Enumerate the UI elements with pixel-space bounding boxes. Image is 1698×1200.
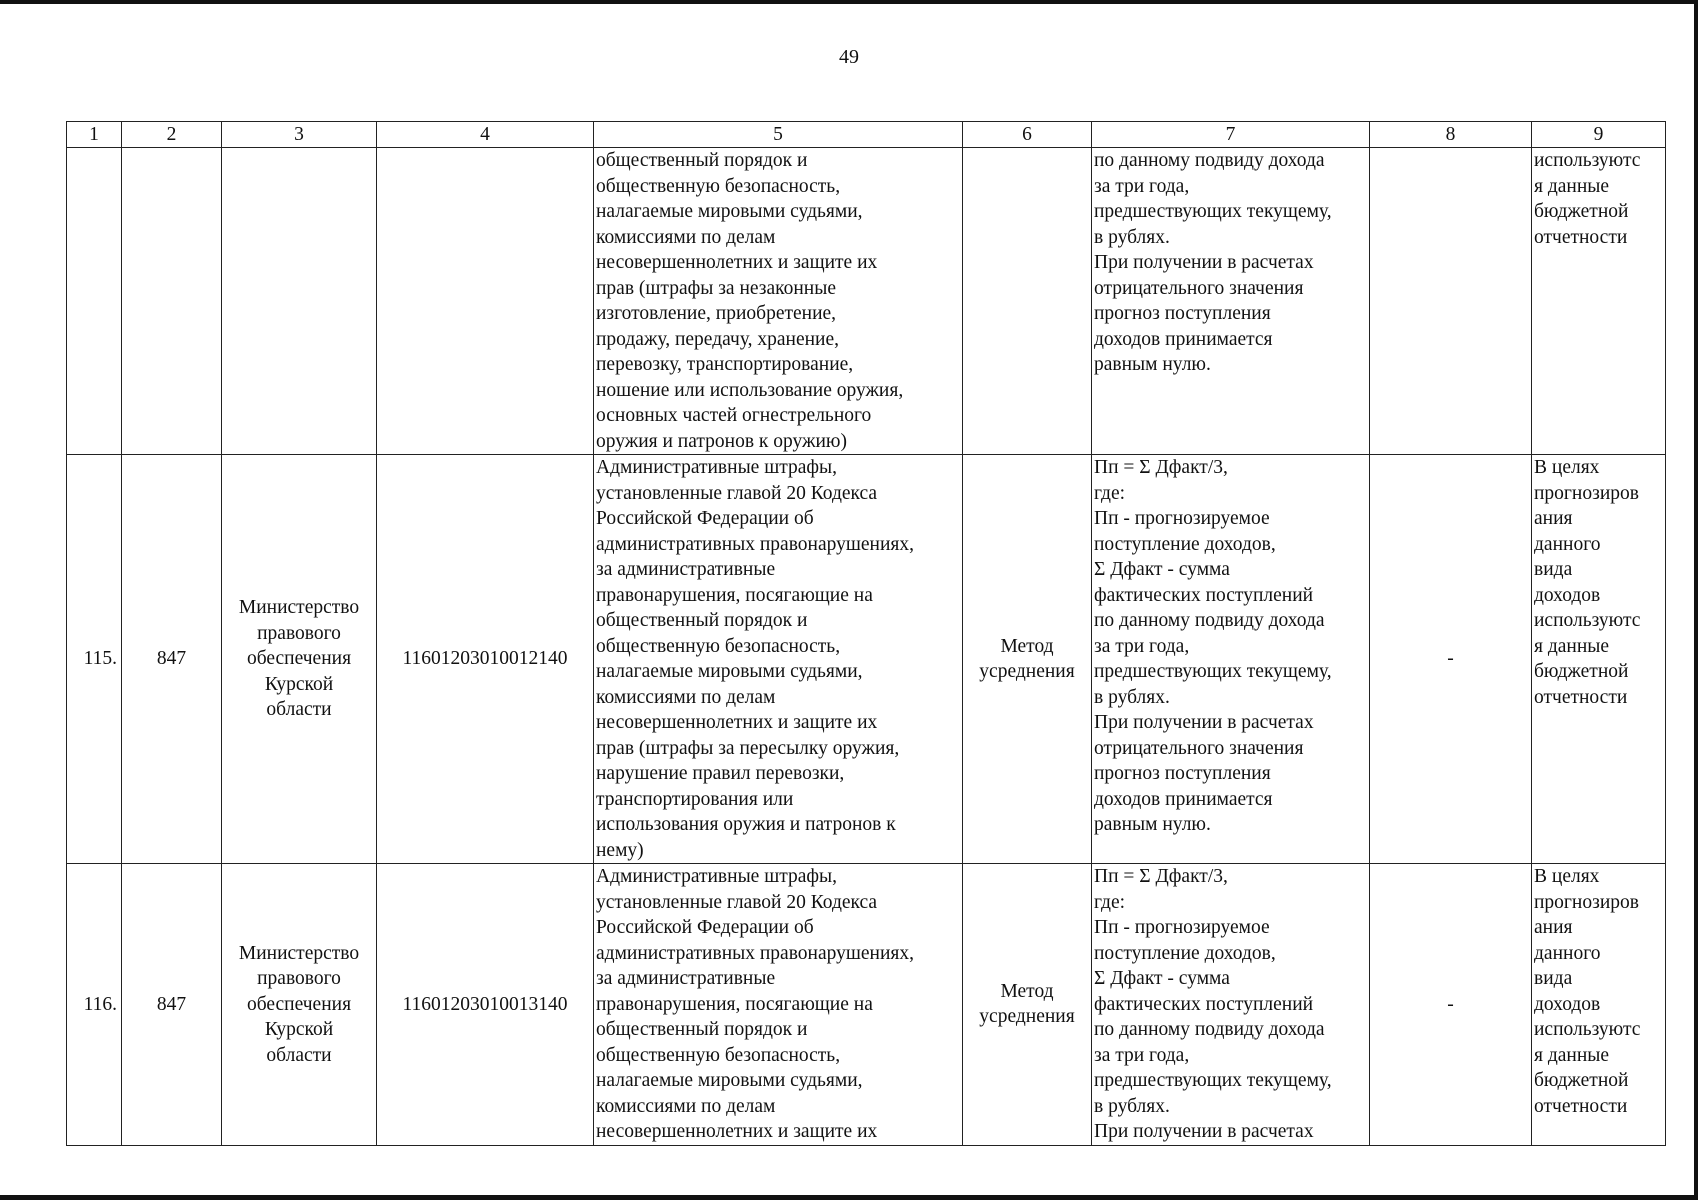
column-header: 5 (594, 122, 963, 148)
administrator-name-cell (222, 148, 377, 455)
formula-cell: по данному подвиду дохода за три года, предшествующих текущему, в рублях. При получении в расчетах отрицательного значения прогноз поступления доходов принимается равным нулю. (1092, 148, 1370, 455)
administrator-name-cell: Министерство правового обеспечения Курской области (222, 864, 377, 1146)
row-number-cell (67, 148, 122, 455)
column-header: 9 (1532, 122, 1666, 148)
administrator-name-cell: Министерство правового обеспечения Курской области (222, 455, 377, 864)
column-header: 7 (1092, 122, 1370, 148)
comment-cell: В целях прогнозиров ания данного вида доходов используютс я данные бюджетной отчетности (1532, 864, 1666, 1146)
indicator-cell: - (1370, 864, 1532, 1146)
comment-cell: В целях прогнозиров ания данного вида доходов используютс я данные бюджетной отчетности (1532, 455, 1666, 864)
scan-border-right (1694, 0, 1698, 1200)
admin-code-cell (122, 148, 222, 455)
kbk-code-cell: 11601203010012140 (377, 455, 594, 864)
revenue-name-cell: Административные штрафы, установленные главой 20 Кодекса Российской Федерации об административных правонарушениях, за административные правонарушения, посягающие на общественный порядок и общественную безопасность, налагаемые мировыми судьями, комиссиями по делам несовершеннолетних и защите их прав (штрафы за пересылку оружия, нарушение правил перевозки, транспортирования или использования оружия и патронов к нему) (594, 455, 963, 864)
admin-code-cell: 847 (122, 455, 222, 864)
indicator-cell (1370, 148, 1532, 455)
formula-cell: Пп = Σ Дфакт/3, где: Пп - прогнозируемое поступление доходов, Σ Дфакт - сумма фактических поступлений по данному подвиду дохода за три года, предшествующих текущему, в рублях. При получении в расчетах (1092, 864, 1370, 1146)
table-row (67, 455, 1666, 864)
column-header: 6 (963, 122, 1092, 148)
revenue-name-cell: общественный порядок и общественную безопасность, налагаемые мировыми судьями, комиссиями по делам несовершеннолетних и защите их прав (штрафы за незаконные изготовление, приобретение, продажу, передачу, хранение, перевозку, транспортирование, ношение или использование оружия, основных частей огнестрельного оружия и патронов к оружию) (594, 148, 963, 455)
kbk-code-cell: 11601203010013140 (377, 864, 594, 1146)
revenue-name-cell: Административные штрафы, установленные главой 20 Кодекса Российской Федерации об административных правонарушениях, за административные правонарушения, посягающие на общественный порядок и общественную безопасность, налагаемые мировыми судьями, комиссиями по делам несовершеннолетних и защите их (594, 864, 963, 1146)
comment-cell: используютс я данные бюджетной отчетности (1532, 148, 1666, 455)
header-row (67, 122, 1666, 148)
row-number-cell: 116. (67, 864, 122, 1146)
indicator-cell: - (1370, 455, 1532, 864)
table-row (67, 864, 1666, 1146)
column-header: 3 (222, 122, 377, 148)
method-cell: Метод усреднения (963, 455, 1092, 864)
page-number: 49 (839, 46, 859, 68)
scan-border-bottom (0, 1195, 1698, 1200)
method-cell: Метод усреднения (963, 864, 1092, 1146)
column-header: 4 (377, 122, 594, 148)
kbk-code-cell (377, 148, 594, 455)
column-header: 2 (122, 122, 222, 148)
table-row (67, 148, 1666, 455)
admin-code-cell: 847 (122, 864, 222, 1146)
column-header: 8 (1370, 122, 1532, 148)
formula-cell: Пп = Σ Дфакт/3, где: Пп - прогнозируемое поступление доходов, Σ Дфакт - сумма фактических поступлений по данному подвиду дохода за три года, предшествующих текущему, в рублях. При получении в расчетах отрицательного значения прогноз поступления доходов принимается равным нулю. (1092, 455, 1370, 864)
scan-border-top (0, 0, 1698, 4)
revenue-forecast-table (66, 121, 1666, 1146)
row-number-cell: 115. (67, 455, 122, 864)
method-cell (963, 148, 1092, 455)
column-header: 1 (67, 122, 122, 148)
